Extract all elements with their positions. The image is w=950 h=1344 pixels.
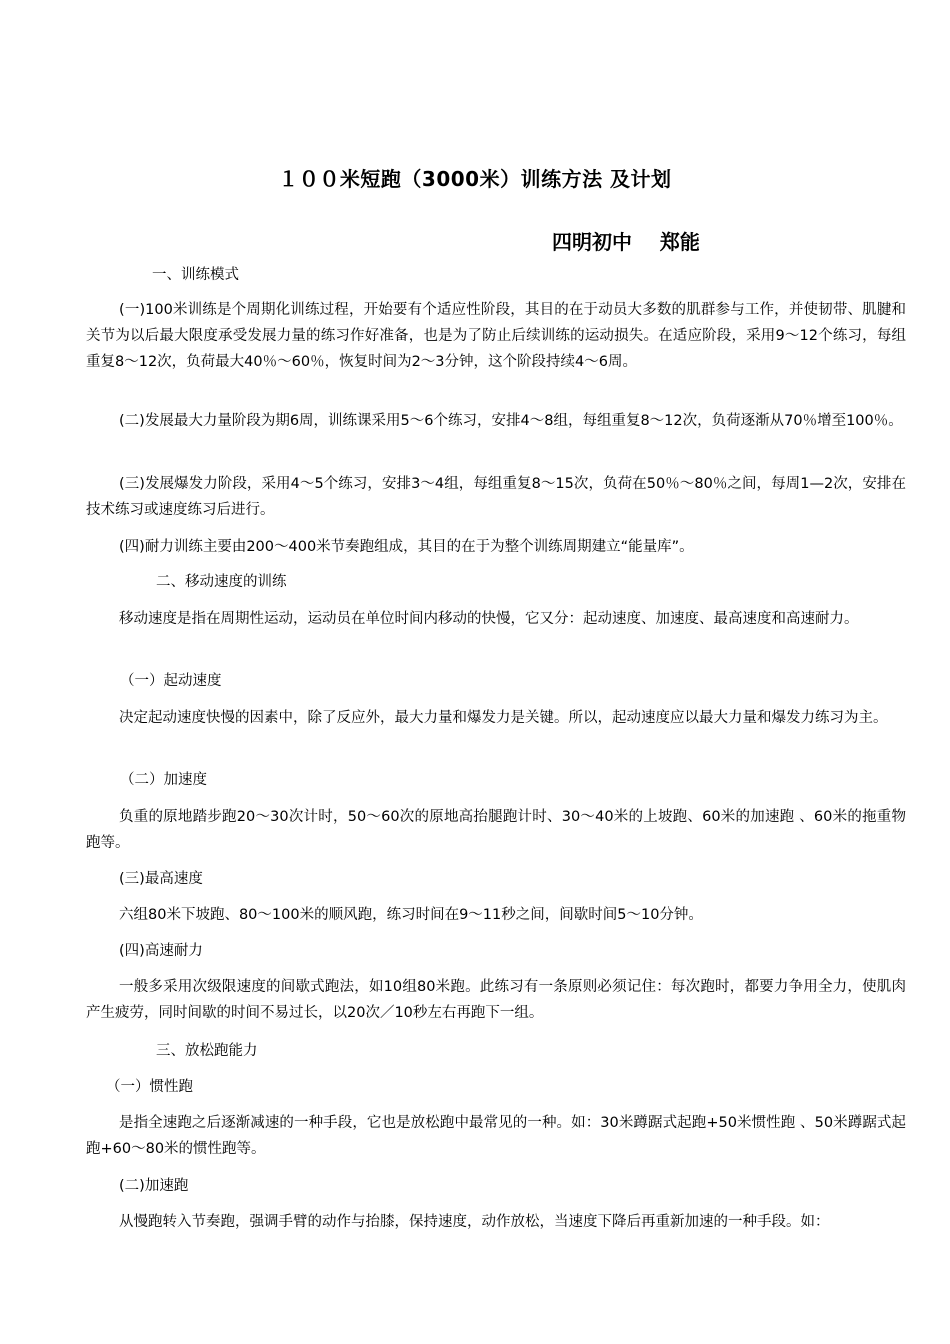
document-author: 四明初中 郑能: [552, 230, 700, 254]
paragraph: 决定起动速度快慢的因素中，除了反应外，最大力量和爆发力是关键。所以，起动速度应以最大力量和爆发力练习为主。: [119, 710, 888, 726]
paragraph: 负重的原地踏步跑20～30次计时，50～60次的原地高抬腿跑计时、30～40米的上坡跑、60米的加速跑 、60米的拖重物跑等。: [86, 809, 906, 851]
subheading-inertia-run: （一）惯性跑: [106, 1079, 193, 1095]
paragraph: (四)耐力训练主要由200～400米节奏跑组成，其目的在于为整个训练周期建立“能量库”。: [119, 539, 694, 555]
paragraph: 一般多采用次级限速度的间歇式跑法，如10组80米跑。此练习有一条原则必须记住：每次跑时，都要力争用全力，使肌肉产生疲劳，同时间歇的时间不易过长，以20次／10秒左右再跑下一组。: [86, 979, 906, 1021]
document-title: １００米短跑（3000米）训练方法 及计划: [278, 167, 672, 191]
section-heading-speed-training: 二、移动速度的训练: [156, 574, 287, 590]
paragraph: 是指全速跑之后逐渐减速的一种手段，它也是放松跑中最常见的一种。如：30米蹲踞式起跑+50米惯性跑 、50米蹲踞式起跑+60～80米的惯性跑等。: [86, 1115, 906, 1157]
paragraph: 移动速度是指在周期性运动，运动员在单位时间内移动的快慢，它又分：起动速度、加速度、最高速度和高速耐力。: [119, 611, 859, 627]
paragraph: (三)发展爆发力阶段，采用4～5个练习，安排3～4组，每组重复8～15次，负荷在50％～80％之间，每周1—2次，安排在技术练习或速度练习后进行。: [86, 476, 906, 518]
subheading-speed-endurance: (四)高速耐力: [119, 943, 203, 959]
subheading-max-speed: (三)最高速度: [119, 871, 203, 887]
subheading-start-speed: （一）起动速度: [120, 673, 222, 689]
section-heading-relax-run: 三、放松跑能力: [156, 1043, 258, 1059]
section-heading-training-mode: 一、训练模式: [152, 267, 239, 283]
subheading-acceleration: （二）加速度: [120, 772, 207, 788]
paragraph: 从慢跑转入节奏跑，强调手臂的动作与抬膝，保持速度，动作放松，当速度下降后再重新加速的一种手段。如：: [119, 1214, 830, 1230]
paragraph: (二)发展最大力量阶段为期6周，训练课采用5～6个练习，安排4～8组，每组重复8～12次，负荷逐渐从70％增至100％。: [119, 413, 903, 429]
paragraph: (一)100米训练是个周期化训练过程，开始要有个适应性阶段，其目的在于动员大多数的肌群参与工作，并使韧带、肌腱和关节为以后最大限度承受发展力量的练习作好准备，也是为了防止后续训练的运动损失。在适应阶段，采用9～12个练习，每组重复8～12次，负荷最大40％～60％，恢复时间为2～3分钟，这个阶段持续4～6周。: [86, 302, 906, 370]
subheading-acceleration-run: (二)加速跑: [119, 1178, 189, 1194]
paragraph: 六组80米下坡跑、80～100米的顺风跑，练习时间在9～11秒之间，间歇时间5～10分钟。: [119, 907, 703, 923]
